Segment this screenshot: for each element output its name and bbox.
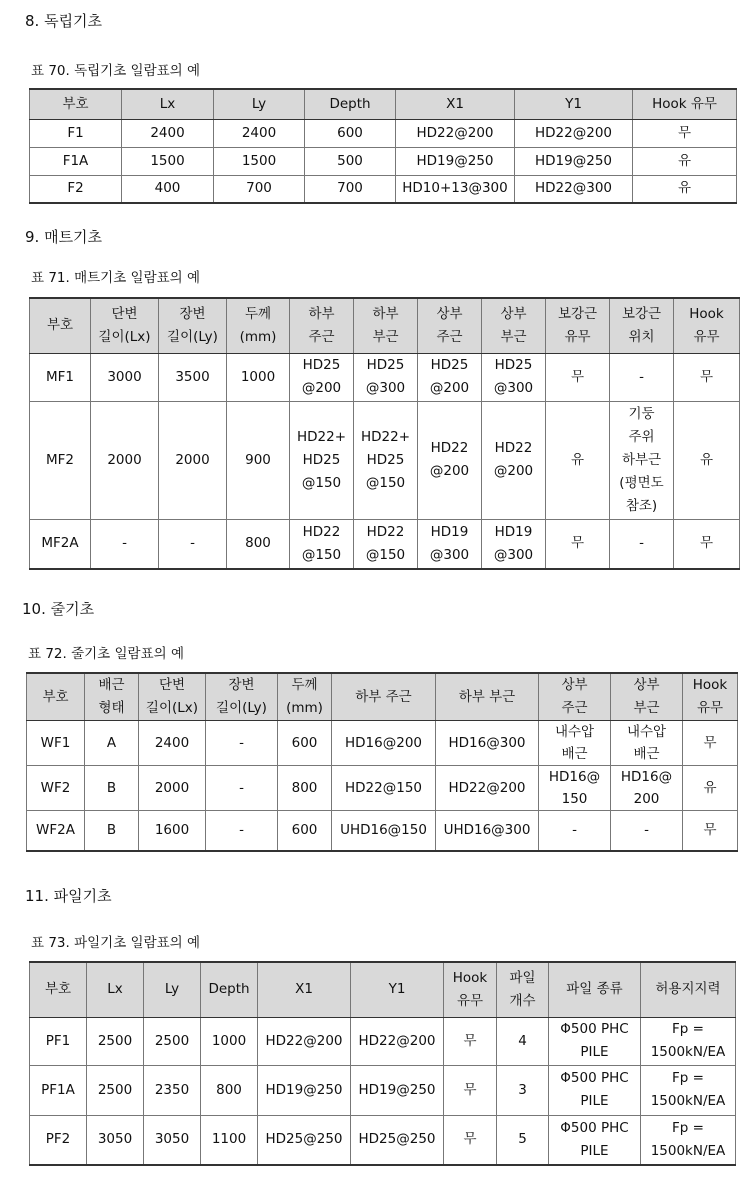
table-row <box>30 1065 736 1115</box>
t73-cell: HD19@250 <box>258 1065 351 1115</box>
t72-cell: - <box>611 811 683 851</box>
t70-cell: 1500 <box>122 147 214 175</box>
t71-cell: - <box>91 519 159 569</box>
t70-cell: 500 <box>305 147 396 175</box>
t72-cell: - <box>206 811 278 851</box>
t71-cell: 3000 <box>91 353 159 401</box>
t72-cell: 유 <box>683 766 738 811</box>
t72-cell: B <box>85 766 139 811</box>
t70-cell: F2 <box>30 175 122 203</box>
t72-cell: WF1 <box>27 721 85 766</box>
t72-cell: 내수압 배근 <box>611 721 683 766</box>
t71-cell: MF2 <box>30 401 91 519</box>
t71-header: 상부 부근 <box>482 298 546 353</box>
table-row <box>30 1115 736 1165</box>
t73-header: Depth <box>201 962 258 1017</box>
t73-cell: 1100 <box>201 1115 258 1165</box>
t73-cell: 3050 <box>87 1115 144 1165</box>
t71-cell: 800 <box>227 519 290 569</box>
table-70 <box>29 88 737 204</box>
table-row <box>30 401 740 519</box>
table-row <box>27 721 738 766</box>
t70-cell: 무 <box>633 119 737 147</box>
t71-header: 부호 <box>30 298 91 353</box>
t73-header: Y1 <box>351 962 444 1017</box>
t71-cell: HD25 @300 <box>482 353 546 401</box>
t70-cell: F1A <box>30 147 122 175</box>
t71-header: 단변 길이(Lx) <box>91 298 159 353</box>
t72-cell: UHD16@300 <box>436 811 539 851</box>
t73-cell: HD22@200 <box>351 1017 444 1065</box>
table-72-caption: 표 72. 줄기초 일람표의 예 <box>28 646 185 662</box>
t71-cell: HD19 @300 <box>482 519 546 569</box>
t71-header: 보강근 유무 <box>546 298 610 353</box>
t73-cell: 5 <box>497 1115 549 1165</box>
t71-cell: HD22+ HD25 @150 <box>354 401 418 519</box>
t71-cell: HD25 @200 <box>418 353 482 401</box>
t70-cell: 1500 <box>214 147 305 175</box>
t72-header: 하부 부근 <box>436 673 539 721</box>
t72-cell: - <box>539 811 611 851</box>
t72-header: 배근 형태 <box>85 673 139 721</box>
t71-cell: 기둥 주위 하부근 (평면도 참조) <box>610 401 674 519</box>
t72-cell: 600 <box>278 721 332 766</box>
t71-cell: 3500 <box>159 353 227 401</box>
t71-header: Hook 유무 <box>674 298 740 353</box>
t73-cell: Φ500 PHC PILE <box>549 1065 641 1115</box>
table-row <box>30 519 740 569</box>
t71-cell: HD22+ HD25 @150 <box>290 401 354 519</box>
t71-header: 하부 주근 <box>290 298 354 353</box>
t72-cell: 2000 <box>139 766 206 811</box>
t72-cell: HD16@ 150 <box>539 766 611 811</box>
t73-cell: Fp = 1500kN/EA <box>641 1115 736 1165</box>
t73-cell: HD25@250 <box>351 1115 444 1165</box>
t72-cell: B <box>85 811 139 851</box>
t71-cell: 유 <box>546 401 610 519</box>
t73-cell: 무 <box>444 1017 497 1065</box>
t73-header: 허용지지력 <box>641 962 736 1017</box>
t73-header: 파일 종류 <box>549 962 641 1017</box>
t73-cell: Fp = 1500kN/EA <box>641 1065 736 1115</box>
table-71-caption: 표 71. 매트기초 일람표의 예 <box>31 270 201 286</box>
t72-cell: - <box>206 721 278 766</box>
t72-header: 하부 주근 <box>332 673 436 721</box>
t73-cell: 2500 <box>87 1017 144 1065</box>
t72-cell: 무 <box>683 811 738 851</box>
t71-cell: - <box>159 519 227 569</box>
t70-cell: 2400 <box>214 119 305 147</box>
t73-cell: PF2 <box>30 1115 87 1165</box>
t73-cell: 2350 <box>144 1065 201 1115</box>
t72-cell: A <box>85 721 139 766</box>
t72-cell: HD22@200 <box>436 766 539 811</box>
table-row <box>27 766 738 811</box>
t71-cell: 유 <box>674 401 740 519</box>
t72-cell: WF2 <box>27 766 85 811</box>
t70-cell: HD22@200 <box>515 119 633 147</box>
table-70-caption: 표 70. 독립기초 일람표의 예 <box>31 63 201 79</box>
t72-cell: HD16@200 <box>332 721 436 766</box>
t71-cell: 2000 <box>91 401 159 519</box>
t72-cell: 무 <box>683 721 738 766</box>
t71-cell: 1000 <box>227 353 290 401</box>
t72-cell: HD22@150 <box>332 766 436 811</box>
t73-cell: 4 <box>497 1017 549 1065</box>
t72-cell: 내수압 배근 <box>539 721 611 766</box>
table-row <box>30 175 737 203</box>
t71-cell: 900 <box>227 401 290 519</box>
t72-header: 상부 주근 <box>539 673 611 721</box>
t73-cell: PF1A <box>30 1065 87 1115</box>
t73-cell: Fp = 1500kN/EA <box>641 1017 736 1065</box>
t70-header: Ly <box>214 89 305 119</box>
t71-cell: - <box>610 519 674 569</box>
table-row <box>30 353 740 401</box>
t72-cell: WF2A <box>27 811 85 851</box>
section-9-heading: 9. 매트기초 <box>25 228 103 246</box>
t72-cell: UHD16@150 <box>332 811 436 851</box>
t70-cell: 유 <box>633 147 737 175</box>
t73-cell: Φ500 PHC PILE <box>549 1017 641 1065</box>
t73-header: Hook 유무 <box>444 962 497 1017</box>
t73-cell: 800 <box>201 1065 258 1115</box>
t72-header: Hook 유무 <box>683 673 738 721</box>
t70-header: 부호 <box>30 89 122 119</box>
t71-header: 두께 (mm) <box>227 298 290 353</box>
t71-cell: MF1 <box>30 353 91 401</box>
t71-cell: HD22 @200 <box>418 401 482 519</box>
t71-cell: 무 <box>674 353 740 401</box>
t73-cell: HD19@250 <box>351 1065 444 1115</box>
t73-header: 부호 <box>30 962 87 1017</box>
table-row <box>27 811 738 851</box>
t73-cell: 2500 <box>87 1065 144 1115</box>
t70-cell: 유 <box>633 175 737 203</box>
table-73 <box>29 961 736 1166</box>
t70-cell: HD19@250 <box>515 147 633 175</box>
t72-header: 상부 부근 <box>611 673 683 721</box>
t71-cell: 무 <box>546 353 610 401</box>
table-row <box>30 147 737 175</box>
t72-header: 두께 (mm) <box>278 673 332 721</box>
t70-cell: F1 <box>30 119 122 147</box>
t70-header: X1 <box>396 89 515 119</box>
t73-header: 파일 개수 <box>497 962 549 1017</box>
t71-cell: HD22 @200 <box>482 401 546 519</box>
t71-header: 상부 주근 <box>418 298 482 353</box>
section-8-heading: 8. 독립기초 <box>25 12 103 30</box>
t73-cell: 1000 <box>201 1017 258 1065</box>
t72-cell: 600 <box>278 811 332 851</box>
table-71 <box>29 297 740 570</box>
t71-cell: HD22 @150 <box>290 519 354 569</box>
t72-cell: HD16@300 <box>436 721 539 766</box>
t71-cell: - <box>610 353 674 401</box>
t71-cell: HD25 @300 <box>354 353 418 401</box>
t72-header: 부호 <box>27 673 85 721</box>
t70-cell: HD22@300 <box>515 175 633 203</box>
table-row <box>30 119 737 147</box>
t73-cell: 무 <box>444 1065 497 1115</box>
t72-cell: 2400 <box>139 721 206 766</box>
table-72 <box>26 672 738 852</box>
t72-cell: 800 <box>278 766 332 811</box>
t70-header: Y1 <box>515 89 633 119</box>
t73-cell: HD25@250 <box>258 1115 351 1165</box>
t70-cell: HD19@250 <box>396 147 515 175</box>
t72-header: 단변 길이(Lx) <box>139 673 206 721</box>
t71-cell: 2000 <box>159 401 227 519</box>
t72-cell: - <box>206 766 278 811</box>
t71-header: 하부 부근 <box>354 298 418 353</box>
t70-cell: HD22@200 <box>396 119 515 147</box>
t71-cell: MF2A <box>30 519 91 569</box>
t71-cell: 무 <box>674 519 740 569</box>
t73-cell: 무 <box>444 1115 497 1165</box>
t71-cell: 무 <box>546 519 610 569</box>
t73-cell: 3 <box>497 1065 549 1115</box>
t70-cell: 400 <box>122 175 214 203</box>
t70-header: Lx <box>122 89 214 119</box>
t72-cell: 1600 <box>139 811 206 851</box>
table-73-caption: 표 73. 파일기초 일람표의 예 <box>31 935 201 951</box>
t72-cell: HD16@ 200 <box>611 766 683 811</box>
t71-cell: HD19 @300 <box>418 519 482 569</box>
t73-cell: HD22@200 <box>258 1017 351 1065</box>
t70-header: Depth <box>305 89 396 119</box>
t73-cell: Φ500 PHC PILE <box>549 1115 641 1165</box>
t71-header: 장변 길이(Ly) <box>159 298 227 353</box>
table-row <box>30 1017 736 1065</box>
t70-cell: 600 <box>305 119 396 147</box>
t73-cell: 3050 <box>144 1115 201 1165</box>
t73-header: Ly <box>144 962 201 1017</box>
t73-header: X1 <box>258 962 351 1017</box>
t72-header: 장변 길이(Ly) <box>206 673 278 721</box>
t70-cell: 700 <box>214 175 305 203</box>
t73-cell: PF1 <box>30 1017 87 1065</box>
t70-cell: 2400 <box>122 119 214 147</box>
t71-cell: HD22 @150 <box>354 519 418 569</box>
t70-cell: 700 <box>305 175 396 203</box>
t70-header: Hook 유무 <box>633 89 737 119</box>
t70-cell: HD10+13@300 <box>396 175 515 203</box>
t73-cell: 2500 <box>144 1017 201 1065</box>
t71-header: 보강근 위치 <box>610 298 674 353</box>
t71-cell: HD25 @200 <box>290 353 354 401</box>
section-10-heading: 10. 줄기초 <box>22 600 95 618</box>
t73-header: Lx <box>87 962 144 1017</box>
section-11-heading: 11. 파일기초 <box>25 887 112 905</box>
